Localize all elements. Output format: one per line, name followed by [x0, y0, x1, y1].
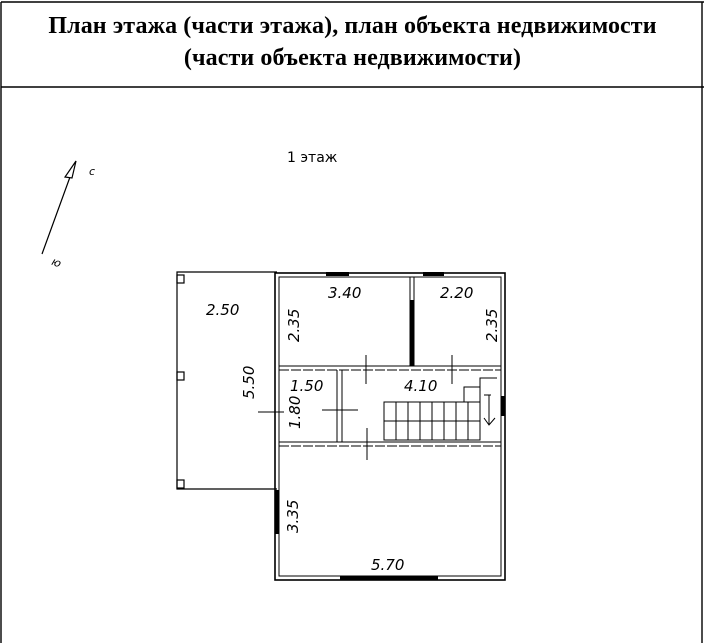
dim-main-depth: 3.35 [284, 499, 302, 533]
dim-room2-width: 2.20 [440, 284, 474, 302]
dim-room1-depth: 2.35 [285, 308, 303, 342]
dim-bath-width: 1.50 [290, 377, 324, 395]
dim-main-width: 5.70 [371, 556, 405, 574]
page-title [0, 10, 705, 74]
dim-terrace-width: 2.50 [206, 301, 240, 319]
dim-hall-width: 4.10 [404, 377, 438, 395]
dim-bath-depth: 1.80 [286, 395, 304, 429]
floor-label: 1 этаж [287, 150, 338, 166]
title-line-2: (части объекта недвижимости) [183, 45, 522, 71]
dim-room1-width: 3.40 [328, 284, 362, 302]
windows [277, 274, 503, 578]
staircase [384, 378, 497, 440]
compass-south-label: ю [49, 254, 64, 271]
exterior-walls [275, 273, 505, 580]
dim-terrace-length: 5.50 [240, 365, 258, 399]
compass-north-label: с [89, 165, 96, 178]
compass-arrow-icon [42, 161, 76, 254]
dim-room2-depth: 2.35 [483, 308, 501, 342]
title-line-1: План этажа (части этажа), план объекта недвижимости [48, 13, 657, 39]
sheet-border [1, 2, 704, 643]
